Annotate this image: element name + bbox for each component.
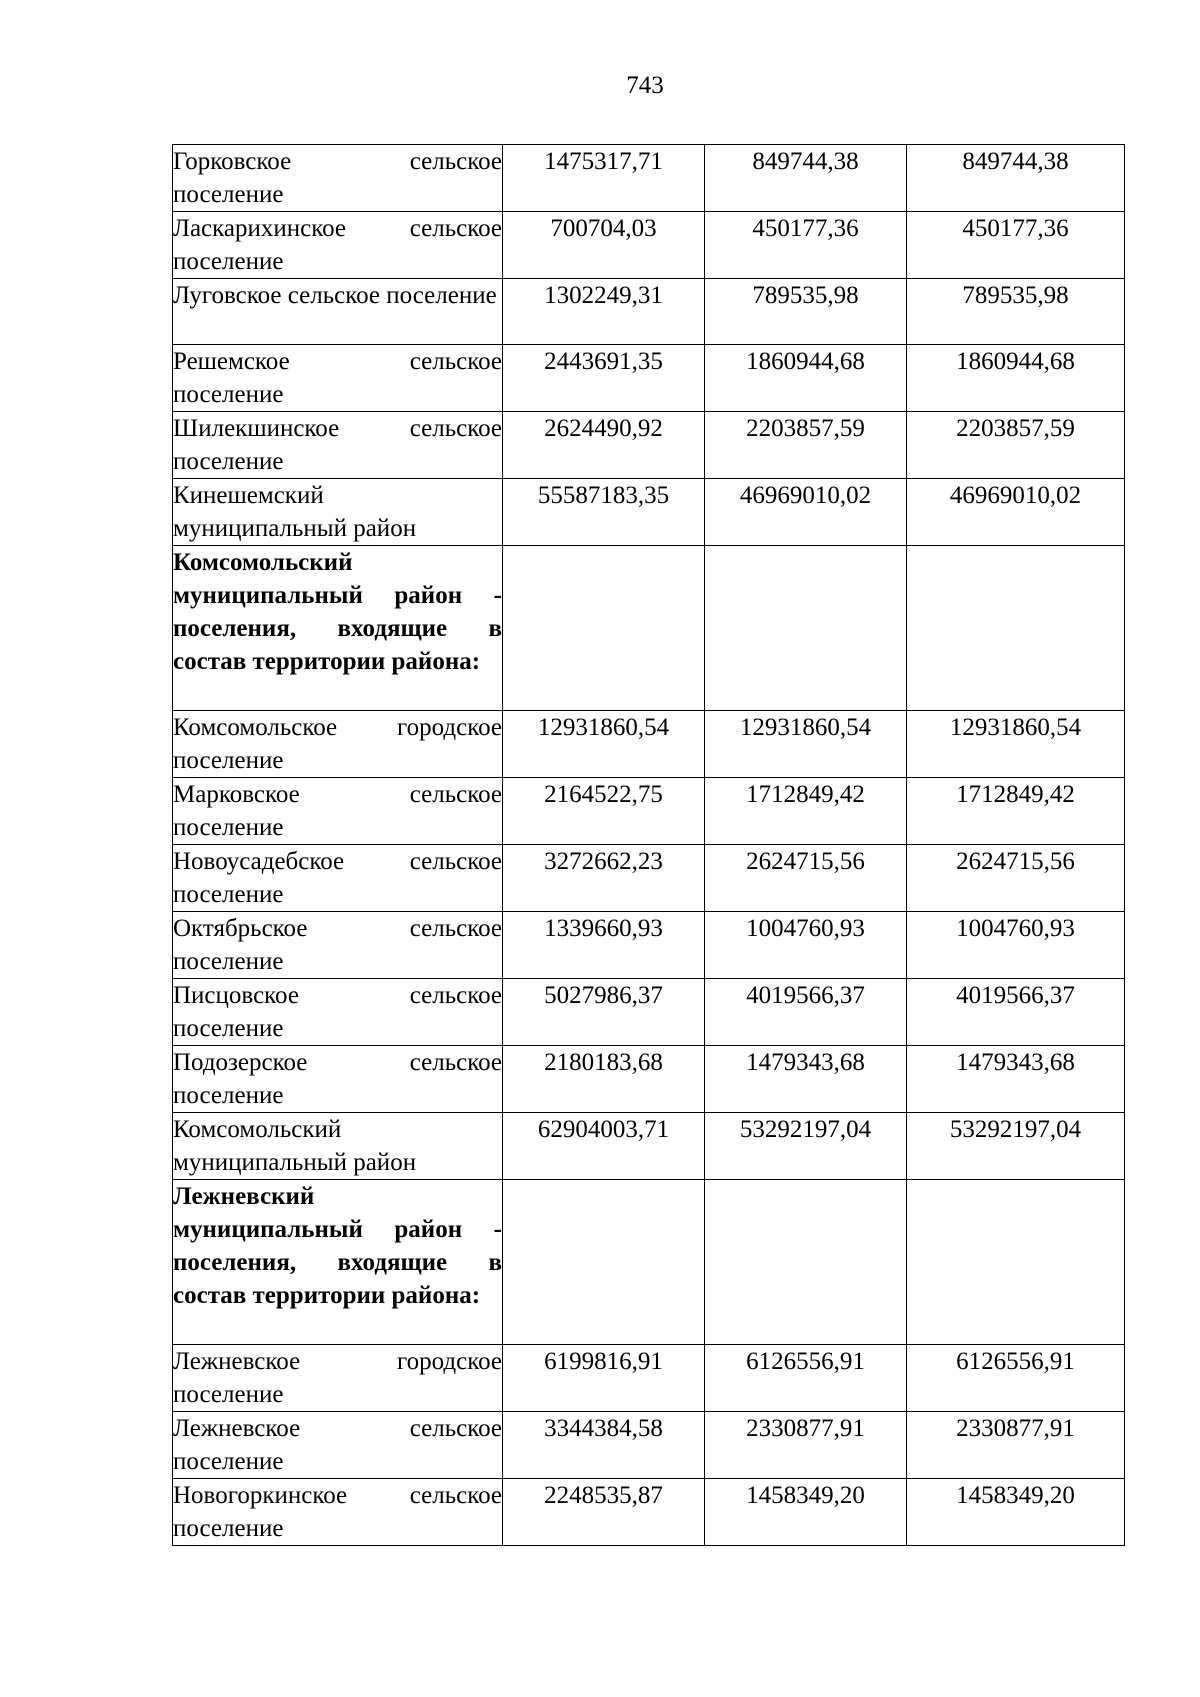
value-cell-1: 1339660,93 <box>503 912 705 979</box>
table-row <box>173 845 1125 912</box>
table-row <box>173 479 1125 546</box>
value-cell-2: 1712849,42 <box>705 778 907 845</box>
value-cell-3: 6126556,91 <box>907 1345 1125 1412</box>
value-cell-3: 46969010,02 <box>907 479 1125 546</box>
settlement-name-cell: Комсомольское городское поселение <box>173 711 503 778</box>
value-cell-2: 1458349,20 <box>705 1479 907 1546</box>
value-cell-3: 1712849,42 <box>907 778 1125 845</box>
value-cell-1: 2624490,92 <box>503 412 705 479</box>
value-cell-3: 12931860,54 <box>907 711 1125 778</box>
value-cell-2: 6126556,91 <box>705 1345 907 1412</box>
group-heading-cell: Комсомольский муниципальный район - поселения, входящие в состав территории района: <box>173 546 503 711</box>
settlement-name-cell: Марковское сельское поселение <box>173 778 503 845</box>
settlement-name-cell: Горковское сельское поселение <box>173 145 503 212</box>
table-row <box>173 912 1125 979</box>
settlement-name-cell: Кинешемский муниципальный район <box>173 479 503 546</box>
value-cell-3: 1860944,68 <box>907 345 1125 412</box>
value-cell-1: 5027986,37 <box>503 979 705 1046</box>
value-cell-2: 46969010,02 <box>705 479 907 546</box>
page-number: 743 <box>626 72 664 99</box>
value-cell-1: 12931860,54 <box>503 711 705 778</box>
table-row <box>173 1113 1125 1180</box>
value-cell-2: 2330877,91 <box>705 1412 907 1479</box>
table-body <box>173 145 1125 1546</box>
value-cell-3: 1479343,68 <box>907 1046 1125 1113</box>
budget-table <box>172 144 1125 1546</box>
value-cell-2: 2624715,56 <box>705 845 907 912</box>
value-cell-3: 789535,98 <box>907 279 1125 345</box>
table-row <box>173 412 1125 479</box>
value-cell-3: 450177,36 <box>907 212 1125 279</box>
settlement-name-cell: Новогоркинское сельское поселение <box>173 1479 503 1546</box>
settlement-name-cell: Шилекшинское сельское поселение <box>173 412 503 479</box>
settlement-name-cell: Новоусадебское сельское поселение <box>173 845 503 912</box>
value-cell-1: 3344384,58 <box>503 1412 705 1479</box>
table-row <box>173 979 1125 1046</box>
value-cell-1: 700704,03 <box>503 212 705 279</box>
value-cell-3: 2624715,56 <box>907 845 1125 912</box>
table-row <box>173 778 1125 845</box>
settlement-name-cell: Подозерское сельское поселение <box>173 1046 503 1113</box>
value-cell-1: 1475317,71 <box>503 145 705 212</box>
value-cell-2: 53292197,04 <box>705 1113 907 1180</box>
table-row <box>173 1412 1125 1479</box>
group-heading-cell: Лежневский муниципальный район - поселения, входящие в состав территории района: <box>173 1180 503 1345</box>
table-group-row <box>173 1180 1125 1345</box>
table-row <box>173 345 1125 412</box>
value-cell-3: 2203857,59 <box>907 412 1125 479</box>
value-cell-2: 789535,98 <box>705 279 907 345</box>
value-cell-2: 1860944,68 <box>705 345 907 412</box>
value-cell-2: 12931860,54 <box>705 711 907 778</box>
value-cell-3: 1458349,20 <box>907 1479 1125 1546</box>
settlement-name-cell: Лежневское сельское поселение <box>173 1412 503 1479</box>
value-cell-1: 55587183,35 <box>503 479 705 546</box>
table-row <box>173 145 1125 212</box>
value-cell-3: 53292197,04 <box>907 1113 1125 1180</box>
value-cell-1: 1302249,31 <box>503 279 705 345</box>
table-group-row <box>173 546 1125 711</box>
value-cell-1: 2248535,87 <box>503 1479 705 1546</box>
value-cell-1: 2164522,75 <box>503 778 705 845</box>
table-row <box>173 1046 1125 1113</box>
table-row <box>173 212 1125 279</box>
value-cell-3 <box>907 546 1125 711</box>
value-cell-1: 2443691,35 <box>503 345 705 412</box>
value-cell-2: 4019566,37 <box>705 979 907 1046</box>
value-cell-3: 4019566,37 <box>907 979 1125 1046</box>
table-row <box>173 711 1125 778</box>
value-cell-2: 849744,38 <box>705 145 907 212</box>
value-cell-3: 849744,38 <box>907 145 1125 212</box>
value-cell-1 <box>503 546 705 711</box>
value-cell-2: 1004760,93 <box>705 912 907 979</box>
value-cell-2 <box>705 546 907 711</box>
settlement-name-cell: Комсомольский муниципальный район <box>173 1113 503 1180</box>
settlement-name-cell: Луговское сельское поселение <box>173 279 503 345</box>
table-row <box>173 1345 1125 1412</box>
settlement-name-cell: Лежневское городское поселение <box>173 1345 503 1412</box>
value-cell-2 <box>705 1180 907 1345</box>
value-cell-3: 1004760,93 <box>907 912 1125 979</box>
value-cell-2: 450177,36 <box>705 212 907 279</box>
value-cell-1: 3272662,23 <box>503 845 705 912</box>
value-cell-2: 1479343,68 <box>705 1046 907 1113</box>
settlement-name-cell: Решемское сельское поселение <box>173 345 503 412</box>
settlement-name-cell: Октябрьское сельское поселение <box>173 912 503 979</box>
value-cell-1: 2180183,68 <box>503 1046 705 1113</box>
settlement-name-cell: Писцовское сельское поселение <box>173 979 503 1046</box>
value-cell-1 <box>503 1180 705 1345</box>
table-row <box>173 1479 1125 1546</box>
settlement-name-cell: Ласкарихинское сельское поселение <box>173 212 503 279</box>
value-cell-3: 2330877,91 <box>907 1412 1125 1479</box>
value-cell-1: 6199816,91 <box>503 1345 705 1412</box>
table-row <box>173 279 1125 345</box>
value-cell-1: 62904003,71 <box>503 1113 705 1180</box>
value-cell-3 <box>907 1180 1125 1345</box>
value-cell-2: 2203857,59 <box>705 412 907 479</box>
